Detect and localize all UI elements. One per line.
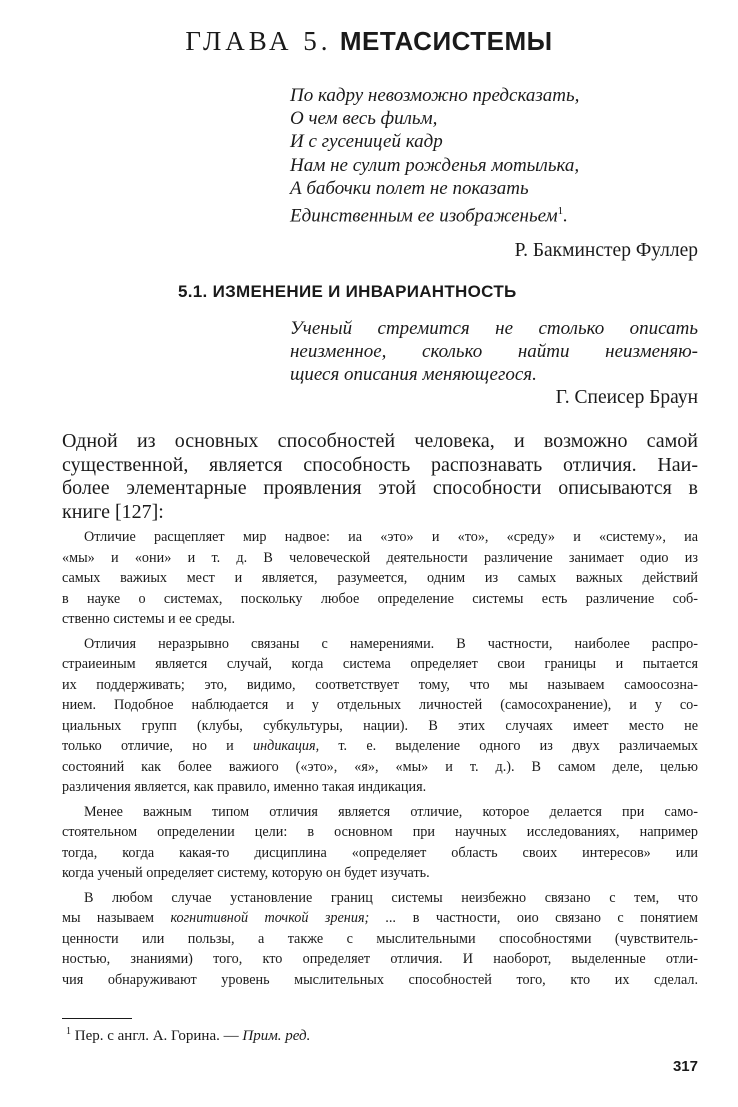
- verse-line: А бабочки полет не показать: [290, 177, 529, 199]
- quote-paragraph-4: [62, 888, 698, 991]
- verse-line: По кадру невозможно предсказать,: [290, 85, 580, 106]
- quote-line: в науке о системах, поскольку любое определение системы есть различение соб-: [62, 590, 698, 607]
- verse-end-punct: .: [563, 205, 568, 227]
- verse-line-last: [290, 200, 710, 228]
- lead-line: книге [127]:: [62, 500, 164, 523]
- quote-paragraph-2: [62, 634, 698, 798]
- verse-line: Нам не сулит рожденья мотылька,: [290, 154, 580, 176]
- epigraph-line: щиеся описания меняющегося.: [290, 364, 537, 385]
- quote-line: их поддерживать; это, видимо, соответствует тому, что мы называем самоосозна-: [62, 676, 698, 693]
- section-title: 5.1. ИЗМЕНЕНИЕ И ИНВАРИАНТНОСТЬ: [178, 282, 517, 301]
- quote-line: стоятельном определении цели: в основном при научных исследованиях, например: [62, 824, 698, 840]
- footnote-marker: 1: [557, 205, 564, 218]
- quote-line: ственно системы и ее среды.: [62, 611, 236, 627]
- footnote-note: Прим. ред.: [242, 1028, 311, 1044]
- quote-paragraph-1: [62, 527, 698, 630]
- quote-line: ностью, знаниями) того, кто определяет отличия. И наоборот, выделенные отли-: [62, 951, 698, 967]
- epigraph-line: неизменное, сколько найти неизменяю-: [290, 341, 698, 362]
- footnote: [66, 1026, 310, 1045]
- footnote-mark: 1: [66, 1026, 71, 1037]
- quote-text: только отличие, но и: [62, 738, 254, 754]
- quote-line: состояний как более важиого («это», «я», «мы» и т. д.). В самом деле, целью: [62, 758, 698, 775]
- verse-line: Единственным ее изображеньем: [290, 205, 558, 227]
- quote-line: циальных групп (клубы, субкультуры, нации). В этих случаях имеет место не: [62, 717, 698, 734]
- chapter-title: [0, 26, 738, 57]
- page-number: 317: [672, 1058, 698, 1075]
- quote-line: самых важиых мест и является, разумеется, одним из самых важных действий: [62, 570, 698, 586]
- quote-line: Отличие расщепляет мир надвое: иа «это» и «то», «среду» и «систему», иа: [84, 529, 698, 545]
- quote-line: различения является, как правило, именно такая индикация.: [62, 779, 427, 795]
- verse-line: О чем весь фильм,: [290, 108, 438, 130]
- quote-line: Менее важным типом отличия является отличие, которое делается при само-: [84, 803, 698, 820]
- chapter-name: МЕТАСИСТЕМЫ: [339, 26, 553, 56]
- verse-epigraph: [290, 84, 710, 228]
- quote-line: В любом случае установление границ системы неизбежно связано с тем, что: [84, 889, 698, 906]
- epigraph-author: Г. Спеисер Браун: [555, 387, 698, 408]
- quote-line: когда ученый определяет систему, которую он будет изучать.: [62, 865, 430, 881]
- quote-paragraph-3: [62, 802, 698, 884]
- quote-line-mixed: [62, 908, 698, 929]
- verse-line: И с гусеницей кадр: [290, 131, 443, 153]
- quote-text: мы называем: [62, 910, 171, 926]
- footnote-rule: [62, 1018, 132, 1019]
- epigraph-line: Ученый стремится не столько описать: [290, 318, 698, 339]
- quote-text: в частности, оио связано с понятием: [396, 910, 698, 926]
- quote-line: тогда, когда какая-то дисциплина «определяет область своих интересов» или: [62, 844, 698, 861]
- lead-line: Одной из основных способностей человека, и возможно самой: [62, 430, 698, 452]
- quote-line: Отличия неразрывно связаны с намерениями. В частности, наиболее распро-: [84, 635, 698, 652]
- quote-line: страиеиным является случай, когда система определяет свои границы и пытается: [62, 656, 698, 672]
- section-epigraph: [290, 317, 698, 386]
- quote-line: «мы» и «они» и т. д. В человеческой деятельности различение занимает одио из: [62, 549, 698, 566]
- verse-author: Р. Бакминстер Фуллер: [514, 240, 698, 261]
- block-quote: [62, 527, 698, 994]
- quote-emphasis: индикация,: [253, 738, 320, 754]
- quote-emphasis: когнитивной точкой зрения; ...: [170, 910, 397, 926]
- footnote-text: Пер. с англ. А. Горина. —: [74, 1028, 239, 1044]
- quote-line: ценности или пользы, а также с мыслительными способностями (чувствитель-: [62, 930, 698, 947]
- quote-line: чия обнаруживают уровень мыслительных способностей того, кто их сделал.: [62, 971, 698, 988]
- quote-text: т. е. выделение одного из двух различаемых: [319, 738, 698, 754]
- chapter-label: ГЛАВА 5.: [185, 26, 332, 56]
- lead-line: более элементарные проявления этой способности описываются в: [62, 477, 698, 499]
- lead-line: существенной, является способность распознавать отличия. Наи-: [62, 453, 698, 476]
- quote-line-mixed: [62, 736, 698, 757]
- quote-line: нием. Подобное наблюдается и у отдельных личностей (самосохранение), и у со-: [62, 697, 698, 713]
- lead-paragraph: [62, 430, 698, 524]
